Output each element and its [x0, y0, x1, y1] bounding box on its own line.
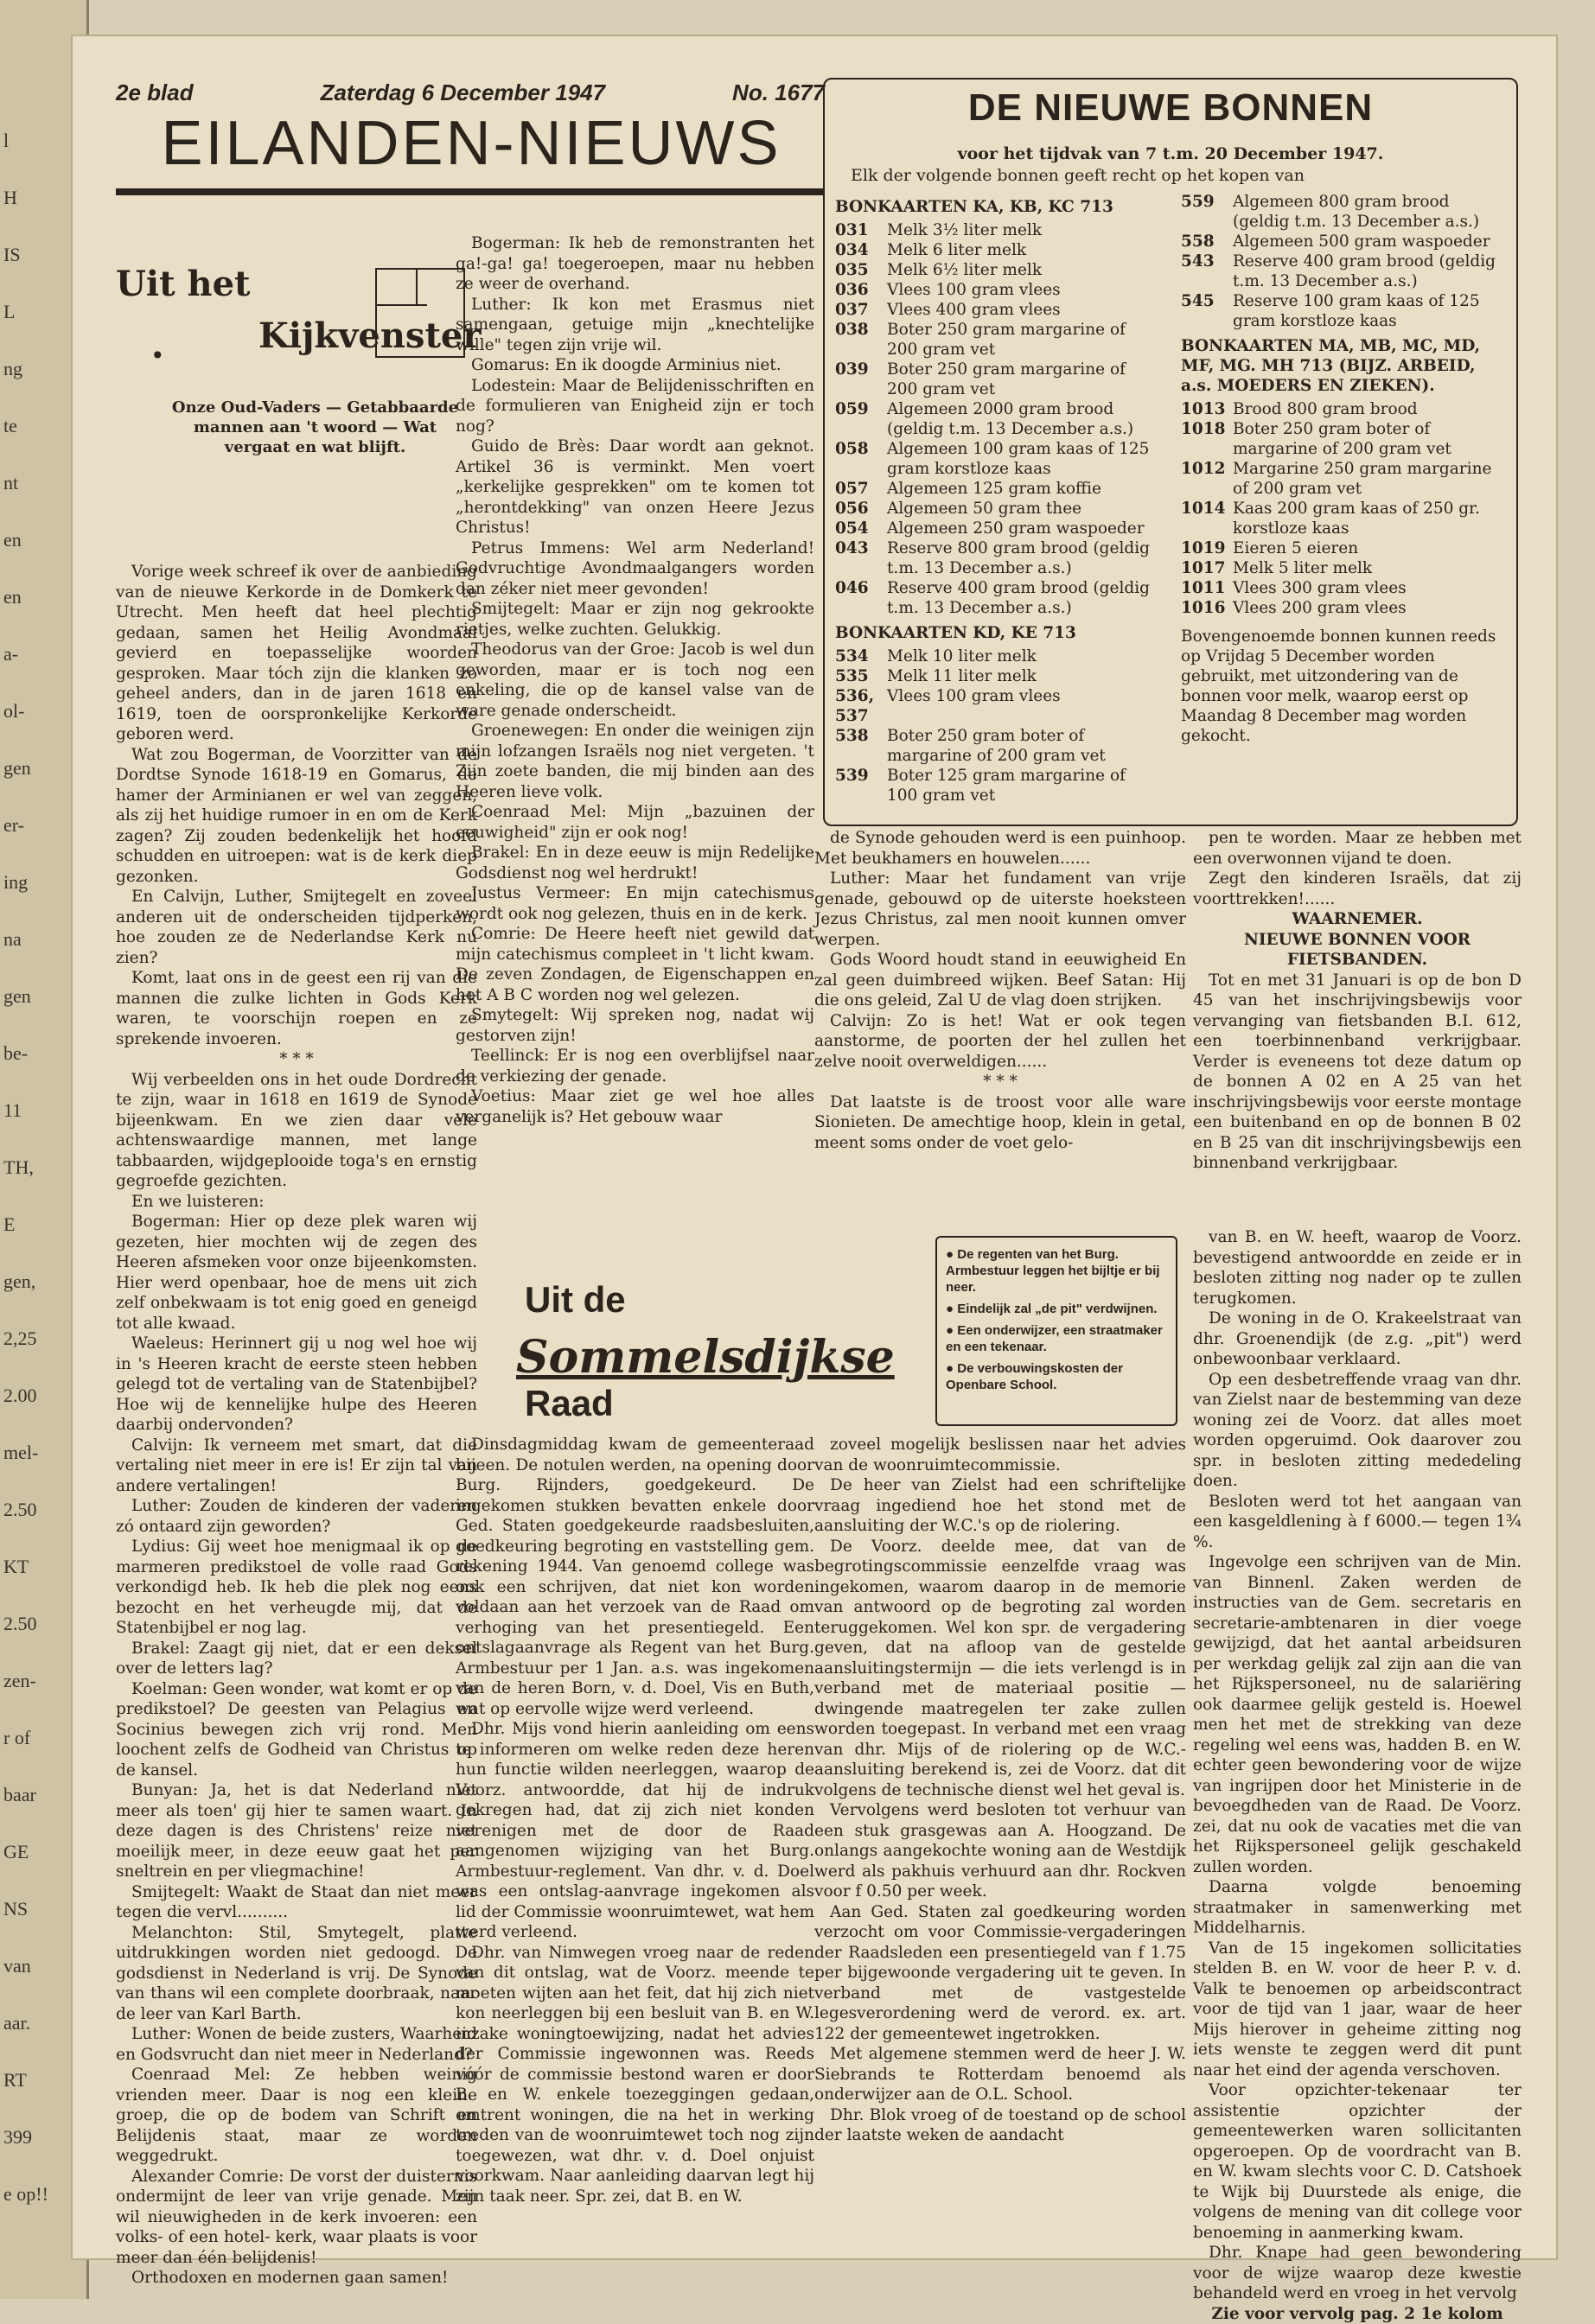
edge-fragment: ol- [3, 700, 24, 723]
edge-fragment: na [3, 928, 22, 951]
edge-fragment: RT [3, 2069, 27, 2092]
paragraph: Lodestein: Maar de Belijdenisschriften en de formulieren van Enigheid zijn er toch nog? [456, 376, 814, 437]
coupon-row [835, 439, 1155, 479]
paragraph: Justus Vermeer: En mijn catechismus wordt ook nog gelezen, thuis en in de kerk. [456, 883, 814, 924]
paragraph: Luther: Zouden de kinderen der vaderen zó ontaard zijn geworden? [116, 1496, 477, 1537]
coupon-number: 534 [835, 646, 887, 666]
coupon-row [1181, 598, 1509, 618]
paragraph: Aan Ged. Staten zal goedkeuring worden verzocht om voor Commissie-vergaderingen der Raadsleden een presentiegeld van f 1.75 per bijgewoonde vergadering uit te geven. In verband met de vastgestelde legesverordening werd de verord. ex. art. 122 der gemeentewet ingetrokken. [814, 1902, 1186, 2045]
paragraph: NIEUWE BONNEN VOOR FIETSBANDEN. [1193, 930, 1522, 971]
coupon-row [835, 646, 1155, 666]
paragraph: Voor opzichter-tekenaar ter assistentie opzichter der gemeentewerken waren sollicitanten opgeroepen. Op de voordracht van B. en W. kwam slechts voor C. D. Catshoek te Wijk bij Duurstede als enige, die volgens de mening van dit college voor benoeming in aanmerking kwam. [1193, 2080, 1522, 2243]
coupons-note: Bovengenoemde bonnen kunnen reeds op Vrijdag 5 December worden gebruikt, met uitzondering van de bonnen voor melk, waarop eerst op Maandag 8 December mag worden gekocht. [1181, 627, 1509, 746]
paragraph: Teellinck: Er is nog een overblijfsel naar de verkiezing der genade. [456, 1046, 814, 1086]
topic-text: Eindelijk zal „de pit" verdwijnen. [957, 1302, 1157, 1316]
edge-fragment: 2.50 [3, 1613, 37, 1635]
paragraph: WAARNEMER. [1193, 909, 1522, 930]
paragraph: Met algemene stemmen werd de heer J. W. Siebrands te Rotterdam benoemd als onderwijzer aan de O.L. School. [814, 2044, 1186, 2105]
coupon-number: 1012 [1181, 459, 1233, 499]
issue-date: Zaterdag 6 December 1947 [321, 80, 606, 106]
issue-number: No. 1677 [732, 80, 825, 106]
coupon-number: 558 [1181, 232, 1233, 252]
edge-fragment: be- [3, 1042, 28, 1065]
edge-fragment: er- [3, 814, 24, 837]
coupon-text: Melk 5 liter melk [1233, 558, 1372, 578]
coupons-title: DE NIEUWE BONNEN [825, 86, 1516, 130]
coupon-number: 037 [835, 300, 887, 320]
edge-fragment: 11 [3, 1099, 22, 1122]
coupon-text: Algemeen 2000 gram brood (geldig t.m. 13 December a.s.) [887, 399, 1155, 439]
coupon-number: 1014 [1181, 499, 1233, 538]
paragraph: Theodorus van der Groe: Jacob is wel dun geworden, maar er is toch nog een enkeling, die op de kansel valse van de ware genade onderscheidt. [456, 640, 814, 721]
paragraph: Dhr. Blok vroeg of de toestand op de school der laatste weken de aandacht [814, 2105, 1186, 2146]
ration-coupons-box [823, 78, 1518, 826]
edge-fragment: ing [3, 871, 28, 894]
coupon-row [1181, 558, 1509, 578]
edge-fragment: r of [3, 1727, 30, 1749]
paragraph: de Synode gehouden werd is een puinhoop. Met beukhamers en houwelen...... [814, 828, 1186, 869]
coupon-number: 1013 [1181, 399, 1233, 419]
edge-fragment: van [3, 1955, 31, 1977]
paragraph: Vervolgens werd besloten tot verhuur van een stuk grasgewas aan A. Hoogzand. De onlangs aangekochte woning aan de Westdijk werd als pakhuis verhuurd aan dhr. Rockven voor f 0.50 per week. [814, 1800, 1186, 1902]
coupons-intro: Elk der volgende bonnen geeft recht op het kopen van [851, 166, 1305, 185]
coupon-row [835, 360, 1155, 399]
coupon-row [835, 519, 1155, 538]
edge-fragment: NS [3, 1898, 28, 1920]
coupon-row [1181, 192, 1509, 232]
coupon-number: 031 [835, 220, 887, 240]
paragraph: Dat laatste is de troost voor alle ware Sionieten. De amechtige hoop, klein in getal, meent soms onder de voet gelo- [814, 1092, 1186, 1154]
paragraph: Calvijn: Zo is het! Wat er ook tegen aanstorme, de poorten der hel zullen het zelve nooit overweldigen...... [814, 1011, 1186, 1073]
coupon-text: Algemeen 100 gram kaas of 125 gram korstloze kaas [887, 439, 1155, 479]
paragraph: Vorige week schreef ik over de aanbieding van de nieuwe Kerkorde in de Domkerk te Utrecht. Men heeft dat heel plechtig gedaan, samen het Heilig Avondmaal gevierd en toepasselijke woorden gesproken. Maar tóch zijn die klanken zo geheel anders, dan in de jaren 1618 en 1619, toen de oorspronkelijke Kerkorde geboren werd. [116, 562, 477, 745]
coupon-text: Algemeen 250 gram waspoeder [887, 519, 1145, 538]
coupon-text: Vlees 300 gram vlees [1233, 578, 1407, 598]
coupon-number: 043 [835, 538, 887, 578]
topic-item [946, 1246, 1167, 1296]
coupon-number: 054 [835, 519, 887, 538]
coupon-number: 545 [1181, 291, 1233, 331]
edge-fragment: gen [3, 985, 31, 1008]
coupon-text: Algemeen 800 gram brood (geldig t.m. 13 December a.s.) [1233, 192, 1509, 232]
coupon-text: Margarine 250 gram margarine of 200 gram vet [1233, 459, 1509, 499]
coupon-text: Melk 3½ liter melk [887, 220, 1042, 240]
kijkvenster-heading-line1: Uit het [116, 264, 251, 304]
coupon-row [835, 538, 1155, 578]
edge-fragment: ng [3, 358, 22, 380]
coupon-section-heading: BONKAARTEN KD, KE 713 [835, 623, 1155, 643]
coupon-number: 535 [835, 666, 887, 686]
edge-fragment: en [3, 586, 22, 608]
bullet-icon: ● [946, 1361, 957, 1376]
bullet-icon: ● [946, 1247, 957, 1262]
paragraph: Zie voor vervolg pag. 2 1e kolom [1193, 2304, 1522, 2324]
coupon-row [835, 280, 1155, 300]
edge-fragment: zen- [3, 1670, 36, 1692]
coupon-number: 539 [835, 766, 887, 805]
raad-heading [456, 1262, 819, 1426]
edge-fragment: a- [3, 643, 18, 665]
raad-column-2 [814, 1435, 1186, 2146]
coupon-number: 058 [835, 439, 887, 479]
paragraph: Bunyan: Ja, het is dat Nederland niet meer als toen' gij hier te samen waart. In deze dagen is des Christens' reize niet moeilijk meer, in deze eeuw gaat het per sneltrein en per vliegmachine! [116, 1780, 477, 1882]
coupon-number: 034 [835, 240, 887, 260]
paragraph: Coenraad Mel: Ze hebben weinig vrienden meer. Daar is nog een kleine groep, die op de bodem van Schrift en Belijdenis staat, maar ze worden weggedrukt. [116, 2065, 477, 2167]
article-column-3a [814, 828, 1186, 1153]
paragraph: Calvijn: Ik verneem met smart, dat die vertaling niet meer in ere is! Er zijn tal van andere vertalingen! [116, 1436, 477, 1497]
edge-fragment: KT [3, 1556, 29, 1578]
coupon-section-heading: BONKAARTEN MA, MB, MC, MD, MF, MG. MH 713 (BIJZ. ARBEID, a.s. MOEDERS EN ZIEKEN). [1181, 336, 1509, 396]
masthead-rule [116, 188, 825, 195]
paragraph: * * * [814, 1072, 1186, 1092]
coupon-number: 1011 [1181, 578, 1233, 598]
header-line [116, 80, 825, 106]
paragraph: Koelman: Geen wonder, wat komt er op de predikstoel? De geesten van Pelagius en Socinius bewegen zich vrij rond. Men loochent zelfs de Godheid van Christus op de kansel. [116, 1679, 477, 1781]
coupon-row [835, 260, 1155, 280]
coupon-text: Melk 6½ liter melk [887, 260, 1042, 280]
edge-fragment: aar. [3, 2012, 30, 2034]
coupon-text: Reserve 400 gram brood (geldig t.m. 13 December a.s.) [1233, 252, 1509, 291]
coupon-number: 543 [1181, 252, 1233, 291]
paragraph: Dhr. Knape had geen bewondering voor de wijze waarop deze kwestie behandeld werd en vroeg in het vervolg [1193, 2243, 1522, 2304]
coupon-row [835, 479, 1155, 499]
coupon-row [835, 766, 1155, 805]
raad-column-1 [456, 1435, 814, 2206]
edge-fragment: gen [3, 757, 31, 780]
raad-heading-line2: Sommelsdijkse [516, 1331, 895, 1384]
edge-fragment: e op!! [3, 2183, 48, 2206]
paragraph: En we luisteren: [116, 1192, 477, 1213]
paragraph: zoveel mogelijk beslissen naar het advies van de woonruimtecommissie. [814, 1435, 1186, 1475]
edge-fragment: E [3, 1213, 15, 1236]
paragraph: van B. en W. heeft, waarop de Voorz. bevestigend antwoordde en zeide er in besloten zitting nog nader op te zullen terugkomen. [1193, 1227, 1522, 1308]
paragraph: Besloten werd tot het aangaan van een kasgeldlening à f 6000.— tegen 1¾ %. [1193, 1492, 1522, 1553]
paragraph: Daarna volgde benoeming straatmaker in samenwerking met Middelharnis. [1193, 1877, 1522, 1939]
edge-fragment: IS [3, 244, 21, 266]
coupon-row [1181, 232, 1509, 252]
coupon-text: Algemeen 50 gram thee [887, 499, 1081, 519]
coupon-row [1181, 499, 1509, 538]
paragraph: Waeleus: Herinnert gij u nog wel hoe wij in 's Heeren kracht de eerste steen hebben gelegd tot de vertaling van de Statenbijbel? Hoe wij de kennelijke hulpe des Heeren daarbij ondervonden? [116, 1334, 477, 1436]
edge-fragment: 2.00 [3, 1385, 37, 1407]
coupon-text: Reserve 400 gram brood (geldig t.m. 13 December a.s.) [887, 578, 1155, 618]
coupon-row [1181, 578, 1509, 598]
page-section: 2e blad [116, 80, 194, 106]
coupon-row [1181, 538, 1509, 558]
paragraph: Coenraad Mel: Mijn „bazuinen der eeuwigheid" zijn er ook nog! [456, 802, 814, 843]
paragraph: De woning in de O. Krakeelstraat van dhr. Groenendijk (de z.g. „pit") werd onbewoonbaar verklaard. [1193, 1308, 1522, 1370]
coupon-text: Boter 125 gram margarine of 100 gram vet [887, 766, 1155, 805]
coupon-row [1181, 419, 1509, 459]
coupon-number: 559 [1181, 192, 1233, 232]
coupon-text: Reserve 100 gram kaas of 125 gram korstloze kaas [1233, 291, 1509, 331]
coupon-number: 536, 537 [835, 686, 887, 726]
newspaper-page [71, 35, 1558, 2260]
topic-text: De verbouwingskosten der Openbare School. [946, 1361, 1123, 1392]
paragraph: Luther: Maar het fundament van vrije genade, gebouwd op de uiterste hoeksteen Jezus Christus, zal men nooit kunnen omver werpen. [814, 869, 1186, 950]
edge-fragment: l [3, 130, 9, 152]
kijkvenster-heading-line2: Kijkvenster [258, 315, 481, 356]
coupon-text: Boter 250 gram margarine of 200 gram vet [887, 320, 1155, 360]
coupon-number: 035 [835, 260, 887, 280]
coupon-row [1181, 291, 1509, 331]
coupon-number: 036 [835, 280, 887, 300]
edge-fragment: baar [3, 1784, 36, 1806]
paragraph: Brakel: Zaagt gij niet, dat er een deksel over de letters lag? [116, 1639, 477, 1679]
coupon-row [1181, 459, 1509, 499]
paragraph: Voetius: Maar ziet ge wel hoe alles verganelijk is? Het gebouw waar [456, 1086, 814, 1127]
edge-fragment: H [3, 187, 17, 209]
paragraph: Gomarus: En ik doogde Arminius niet. [456, 355, 814, 376]
paragraph: Smytegelt: Wij spreken nog, nadat wij gestorven zijn! [456, 1005, 814, 1046]
coupon-number: 057 [835, 479, 887, 499]
coupon-number: 056 [835, 499, 887, 519]
coupon-number: 538 [835, 726, 887, 766]
coupons-period: voor het tijdvak van 7 t.m. 20 December 1947. [825, 144, 1516, 163]
paragraph: En Calvijn, Luther, Smijtegelt en zoveel anderen uit de onderscheiden tijdperken, hoe zouden ze de Nederlandse Kerk nu zien? [116, 887, 477, 968]
coupon-row [835, 578, 1155, 618]
paragraph: Ingevolge een schrijven van de Min. van Binnenl. Zaken werden de instructies van de Gem. secretaris en secretarie-ambtenaren in dier voege gewijzigd, dat het aantal arbeidsuren per werkdag gelijk zal zijn aan die van het Rijkspersoneel, nu de salariëring ook daarmee gelijk gesteld is. Hoewel men het met de strekking van deze regeling wel eens was, hadden B. en W. echter geen bewondering voor de wijze van ingrijpen door het Ministerie in de bevoegdheden van de Raad. De Voorz. zei, dat nu ook de vacaties met die van het Rijkspersoneel gelijk geschakeld zullen worden. [1193, 1552, 1522, 1877]
coupon-row [835, 686, 1155, 726]
article-column-1 [116, 562, 477, 2289]
coupon-text: Melk 6 liter melk [887, 240, 1026, 260]
coupon-text: Reserve 800 gram brood (geldig t.m. 13 December a.s.) [887, 538, 1155, 578]
edge-fragment: mel- [3, 1442, 38, 1464]
coupon-text: Algemeen 500 gram waspoeder [1233, 232, 1490, 252]
edge-fragment: 399 [3, 2126, 32, 2149]
coupon-text: Boter 250 gram boter of margarine of 200 gram vet [1233, 419, 1509, 459]
edge-fragment: te [3, 415, 17, 437]
paragraph: Zegt den kinderen Israëls, dat zij voorttrekken!...... [1193, 869, 1522, 909]
coupons-left-column [835, 192, 1155, 805]
paragraph: Groenewegen: En onder die weinigen zijn mijn lofzangen Israëls nog niet vergeten. 't Zijn zoete banden, die mij binden aan des Heeren lieve volk. [456, 721, 814, 802]
paragraph: Guido de Brès: Daar wordt aan geknot. Artikel 36 is verminkt. Men voert „kerkelijke gesprekken" om te komen tot „herontdekking" van onzen Heere Jezus Christus! [456, 436, 814, 538]
edge-fragment: L [3, 301, 15, 323]
coupon-number: 1019 [1181, 538, 1233, 558]
paragraph: Comrie: De Heere heeft niet gewild dat mijn catechismus compleet in 't licht kwam. De zeven Zondagen, de Eigenschappen en het A B C worden nog wel gelezen. [456, 924, 814, 1005]
coupon-row [835, 726, 1155, 766]
coupon-row [835, 220, 1155, 240]
coupon-number: 1017 [1181, 558, 1233, 578]
paragraph: Orthodoxen en modernen gaan samen! [116, 2268, 477, 2289]
coupon-number: 038 [835, 320, 887, 360]
topics-box [935, 1236, 1177, 1426]
coupon-number: 039 [835, 360, 887, 399]
coupons-right-column [1181, 192, 1509, 746]
paragraph: pen te worden. Maar ze hebben met een overwonnen vijand te doen. [1193, 828, 1522, 869]
bullet-icon: ● [946, 1302, 957, 1316]
bullet-icon: ● [946, 1323, 957, 1338]
coupon-text: Vlees 100 gram vlees [887, 686, 1061, 726]
coupon-text: Melk 11 liter melk [887, 666, 1037, 686]
paragraph: Wat zou Bogerman, de Voorzitter van de Dordtse Synode 1618-19 en Gomarus, de hamer der Arminianen er wel van zeggen, als zij het huidige rumoer in en om de Kerk zagen? Zij zouden bedenkelijk het hoofd schudden en uitroepen: wat is de kerk diep gezonken. [116, 745, 477, 888]
paragraph: De heer van Zielst had een schriftelijke vraag ingediend hoe het stond met de aansluiting der W.C.'s op de riolering. [814, 1475, 1186, 1537]
paragraph: Wij verbeelden ons in het oude Dordrecht te zijn, waar in 1618 en 1619 de Synode bijeenkwam. En we zien daar vele achtenswaardige mannen, met lange tabbaarden, wijdgeplooide toga's en ernstig gegroefde gezichten. [116, 1070, 477, 1192]
raad-column-3 [1193, 1227, 1522, 2324]
coupon-number: 046 [835, 578, 887, 618]
coupon-text: Vlees 400 gram vlees [887, 300, 1061, 320]
topic-text: Een onderwijzer, een straatmaker en een tekenaar. [946, 1323, 1163, 1354]
masthead: EILANDEN-NIEUWS [112, 112, 830, 175]
paragraph: Dinsdagmiddag kwam de gemeenteraad bijeen. De notulen werden, na opening door Burg. Rijnders, goedgekeurd. De ingekomen stukken bevatten enkele door Ged. Staten goedgekeurde raadsbesluiten, goedkeuring begroting en vaststelling gem. rekening 1944. Van genoemd college was ook een schrijven, dat niet kon worden voldaan aan het verzoek van de Raad om verhoging van het presentiegeld. Een ontslagaanvrage als Regent van het Burg. Armbestuur per 1 Jan. a.s. was ingekomen van de heren Born, v. d. Doel, Vis en Buth, wat op eervolle wijze werd verleend. [456, 1435, 814, 1719]
edge-fragment: en [3, 529, 22, 551]
coupon-row [835, 320, 1155, 360]
paragraph: Dhr. van Nimwegen vroeg naar de reden van dit ontslag, wat de Voorz. meende te moeten wijten aan het feit, dat hij zich niet kon neerleggen bij een besluit van B. en W. inzake woningtoewijzing, nadat het advies der Commissie ingewonnen was. Reeds vóór de commissie bestond waren er door B. en W. enkele toezeggingen gedaan, omtrent woningen, die na het in werking treden van de woonruimtewet toch nog zijn toegewezen, wat dhr. v. d. Doel onjuist voorkwam. Naar aanleiding daarvan legt hij zijn taak neer. Spr. zei, dat B. en W. [456, 1943, 814, 2207]
coupon-number: 1016 [1181, 598, 1233, 618]
paragraph: Bogerman: Hier op deze plek waren wij gezeten, hier mochten wij de zegen des Heeren afsmeken voor onze bijeenkomsten. Hier werd openbaar, hoe de mens uit zich zelf onbekwaam is tot enig goed en geneigd tot alle kwaad. [116, 1212, 477, 1334]
paragraph: Smijtegelt: Waakt de Staat dan niet meer tegen die vervl.......... [116, 1882, 477, 1923]
paragraph: Gods Woord houdt stand in eeuwigheid En zal geen duimbreed wijken. Beef Satan: Hij die ons geleid, Zal U de vlag doen strijken. [814, 950, 1186, 1011]
coupon-row [835, 300, 1155, 320]
topic-item [946, 1301, 1167, 1317]
coupon-number: 1018 [1181, 419, 1233, 459]
coupon-row [835, 666, 1155, 686]
paragraph: Op een desbetreffende vraag van dhr. van Zielst naar de bestemming van deze woning zei de Voorz. dat alles moet worden opgeruimd. Ook daarover zou spr. in besloten zitting mededeling doen. [1193, 1370, 1522, 1492]
paragraph: * * * [116, 1049, 477, 1070]
raad-heading-line3: Raad [525, 1383, 614, 1424]
bullet-icon: • [150, 341, 165, 370]
coupon-text: Algemeen 125 gram koffie [887, 479, 1101, 499]
edge-fragment: 2,25 [3, 1328, 37, 1350]
paragraph: Luther: Wonen de beide zusters, Waarheid en Godsvrucht dan niet meer in Nederland? [116, 2024, 477, 2065]
coupon-row [835, 499, 1155, 519]
coupon-text: Melk 10 liter melk [887, 646, 1037, 666]
coupon-row [1181, 252, 1509, 291]
coupon-row [1181, 399, 1509, 419]
article-column-4a [1193, 828, 1522, 1174]
edge-fragment: TH, [3, 1156, 34, 1179]
paragraph: Petrus Immens: Wel arm Nederland! Godvruchtige Avondmaalgangers worden dan zéker niet meer gevonden! [456, 538, 814, 600]
coupon-text: Boter 250 gram margarine of 200 gram vet [887, 360, 1155, 399]
coupon-text: Kaas 200 gram kaas of 250 gr. korstloze kaas [1233, 499, 1509, 538]
paragraph: Bogerman: Ik heb de remonstranten het ga!-ga! ga! toegeroepen, maar nu hebben ze weer de overhand. [456, 233, 814, 295]
coupon-text: Brood 800 gram brood [1233, 399, 1418, 419]
coupon-number: 059 [835, 399, 887, 439]
article-column-2 [456, 233, 814, 1127]
coupon-row [835, 240, 1155, 260]
paragraph: Van de 15 ingekomen sollicitaties stelden B. en W. voor de heer P. v. d. Valk te benoemen op arbeidscontract voor de tijd van 1 jaar, waar de heer Mijs hierover in geheime zitting nog iets wenste te zeggen werd dit punt naar het eind der agenda verschoven. [1193, 1939, 1522, 2081]
paragraph: Melanchton: Stil, Smytegelt, platte uitdrukkingen worden niet gedoogd. De godsdienst in Nederland is vrij. De Synode van thans wil een complete doorbraak, naar de leer van Karl Barth. [116, 1923, 477, 2025]
paragraph: De Voorz. deelde mee, dat van de begrotingscommissie eenzelfde vraag was ingekomen, waarom daarop in de memorie van antwoord op de begroting zal worden teruggekomen. Wel kon spr. de vergadering geven, dat na afloop van de gestelde aansluitingstermijn — die iets verlengd is in verband met de materiaal positie — dwingende maatregelen ter zake zullen worden toegepast. In verband met een vraag van dhr. Mijs of de riolering op de W.C.-aansluiting berekend is, zei de Voorz. dat dit volgens de technische dienst wel het geval is. [814, 1537, 1186, 1801]
paragraph: Alexander Comrie: De vorst der duisternis ondermijnt de leer van vrije genade. Men wil nieuwigheden in de kerk invoeren: een volks- of een hotel- kerk, waar plaats is voor meer dan één belijdenis! [116, 2167, 477, 2269]
article-subtitle: Onze Oud-Vaders — Getabbaarde mannen aan 't woord — Wat vergaat en wat blijft. [162, 398, 469, 457]
edge-fragment: GE [3, 1841, 29, 1863]
edge-fragment: 2.50 [3, 1499, 37, 1521]
paragraph: Tot en met 31 Januari is op de bon D 45 van het inschrijvingsbewijs voor vervanging van fietsbanden B.I. 612, een toerbinnenband verkrijgbaar. Verder is eveneens tot deze datum op de bonnen A 02 en A 25 van het inschrijvingsbewijs voor eerste montage een buitenband en op de bonnen B 02 en B 25 van dit inschrijvingsbewijs een binnenband verkrijgbaar. [1193, 971, 1522, 1174]
edge-fragment: nt [3, 472, 18, 494]
coupon-row [835, 399, 1155, 439]
paragraph: Brakel: En in deze eeuw is mijn Redelijke Godsdienst nog wel herdrukt! [456, 843, 814, 883]
coupon-text: Boter 250 gram boter of margarine of 200 gram vet [887, 726, 1155, 766]
paragraph: Luther: Ik kon met Erasmus niet samengaan, getuige mijn „knechtelijke wille" tegen zijn vrije wil. [456, 295, 814, 356]
paragraph: Dhr. Mijs vond hierin aanleiding om eens te informeren om welke reden deze heren hun functie wilden neerleggen, waarop de Voorz. antwoordde, dat hij de indruk gekregen had, dat zij zich niet konden verenigen met de door de Raad aangenomen wijziging van het Burg. Armbestuur-reglement. Van dhr. v. d. Doel was een ontslag-aanvrage ingekomen als lid der Commissie woonruimtewet, wat hem werd verleend. [456, 1719, 814, 1943]
topic-text: De regenten van het Burg. Armbestuur leggen het bijltje er bij neer. [946, 1247, 1160, 1295]
paragraph: Komt, laat ons in de geest een rij van die mannen die zulke lichten in Gods Kerk waren, te voorschijn roepen en ze sprekende invoeren. [116, 968, 477, 1049]
paragraph: Smijtegelt: Maar er zijn nog gekrookte rietjes, welke zuchten. Gelukkig. [456, 599, 814, 640]
topic-item [946, 1322, 1167, 1355]
raad-heading-line1: Uit de [525, 1279, 626, 1321]
coupon-text: Vlees 100 gram vlees [887, 280, 1061, 300]
edge-fragment: gen, [3, 1270, 35, 1293]
topic-item [946, 1360, 1167, 1393]
coupon-text: Eieren 5 eieren [1233, 538, 1358, 558]
paragraph: Lydius: Gij weet hoe menigmaal ik op de marmeren predikstoel de volle raad Gods verkondigd heb. Ik heb die plek nog eens bezocht en het verheugde mij, dat de Statenbijbel er nog lag. [116, 1537, 477, 1639]
coupon-section-heading: BONKAARTEN KA, KB, KC 713 [835, 197, 1155, 217]
kijkvenster-heading [116, 233, 477, 411]
coupon-text: Vlees 200 gram vlees [1233, 598, 1407, 618]
